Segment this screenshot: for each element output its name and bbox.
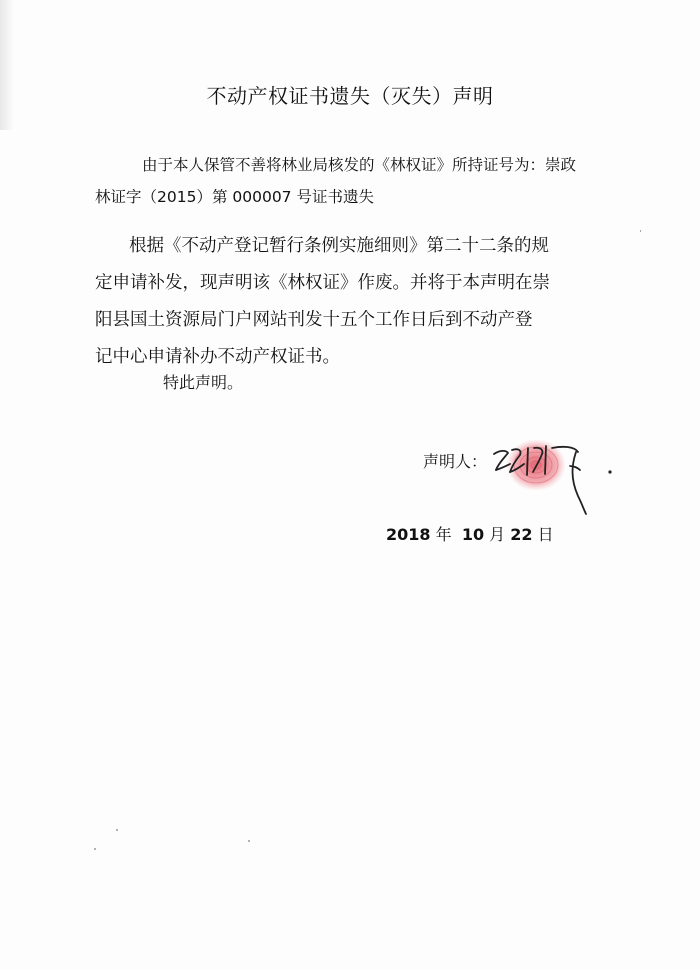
signature-image (486, 420, 626, 520)
declaration-date (386, 522, 554, 545)
date-day: 22 (510, 525, 533, 544)
paragraph-reissue-request (95, 228, 615, 376)
paragraph-line: 根据《不动产登记暂行条例实施细则》第二十二条的规 (129, 236, 549, 256)
date-month: 10 (461, 525, 485, 544)
paragraph-line: 记中心申请补办不动产权证书。 (95, 347, 340, 367)
paragraph-line: 由于本人保管不善将林业局核发的《林权证》所持证号为：崇政 (142, 156, 577, 174)
document-title: 不动产权证书遗失（灭失）声明 (206, 84, 494, 108)
paragraph-line: 阳县国土资源局门户网站刊发十五个工作日后到不动产登 (95, 310, 533, 330)
paragraph-line: 定申请补发，现声明该《林权证》作废。并将于本声明在崇 (95, 273, 550, 293)
date-year: 2018 (386, 525, 431, 544)
scan-edge-shadow (0, 0, 14, 130)
date-day-unit: 日 (537, 525, 554, 544)
declarant-label: 声明人： (423, 452, 488, 471)
date-month-unit: 月 (489, 525, 506, 544)
paragraph-loss-statement (95, 155, 615, 207)
paragraph-line: 林证字（2015）第 000007 号证书遗失 (95, 188, 374, 206)
closing-statement: 特此声明。 (163, 373, 244, 392)
date-year-unit: 年 (435, 525, 452, 544)
signature-with-fingerprint (486, 420, 626, 520)
